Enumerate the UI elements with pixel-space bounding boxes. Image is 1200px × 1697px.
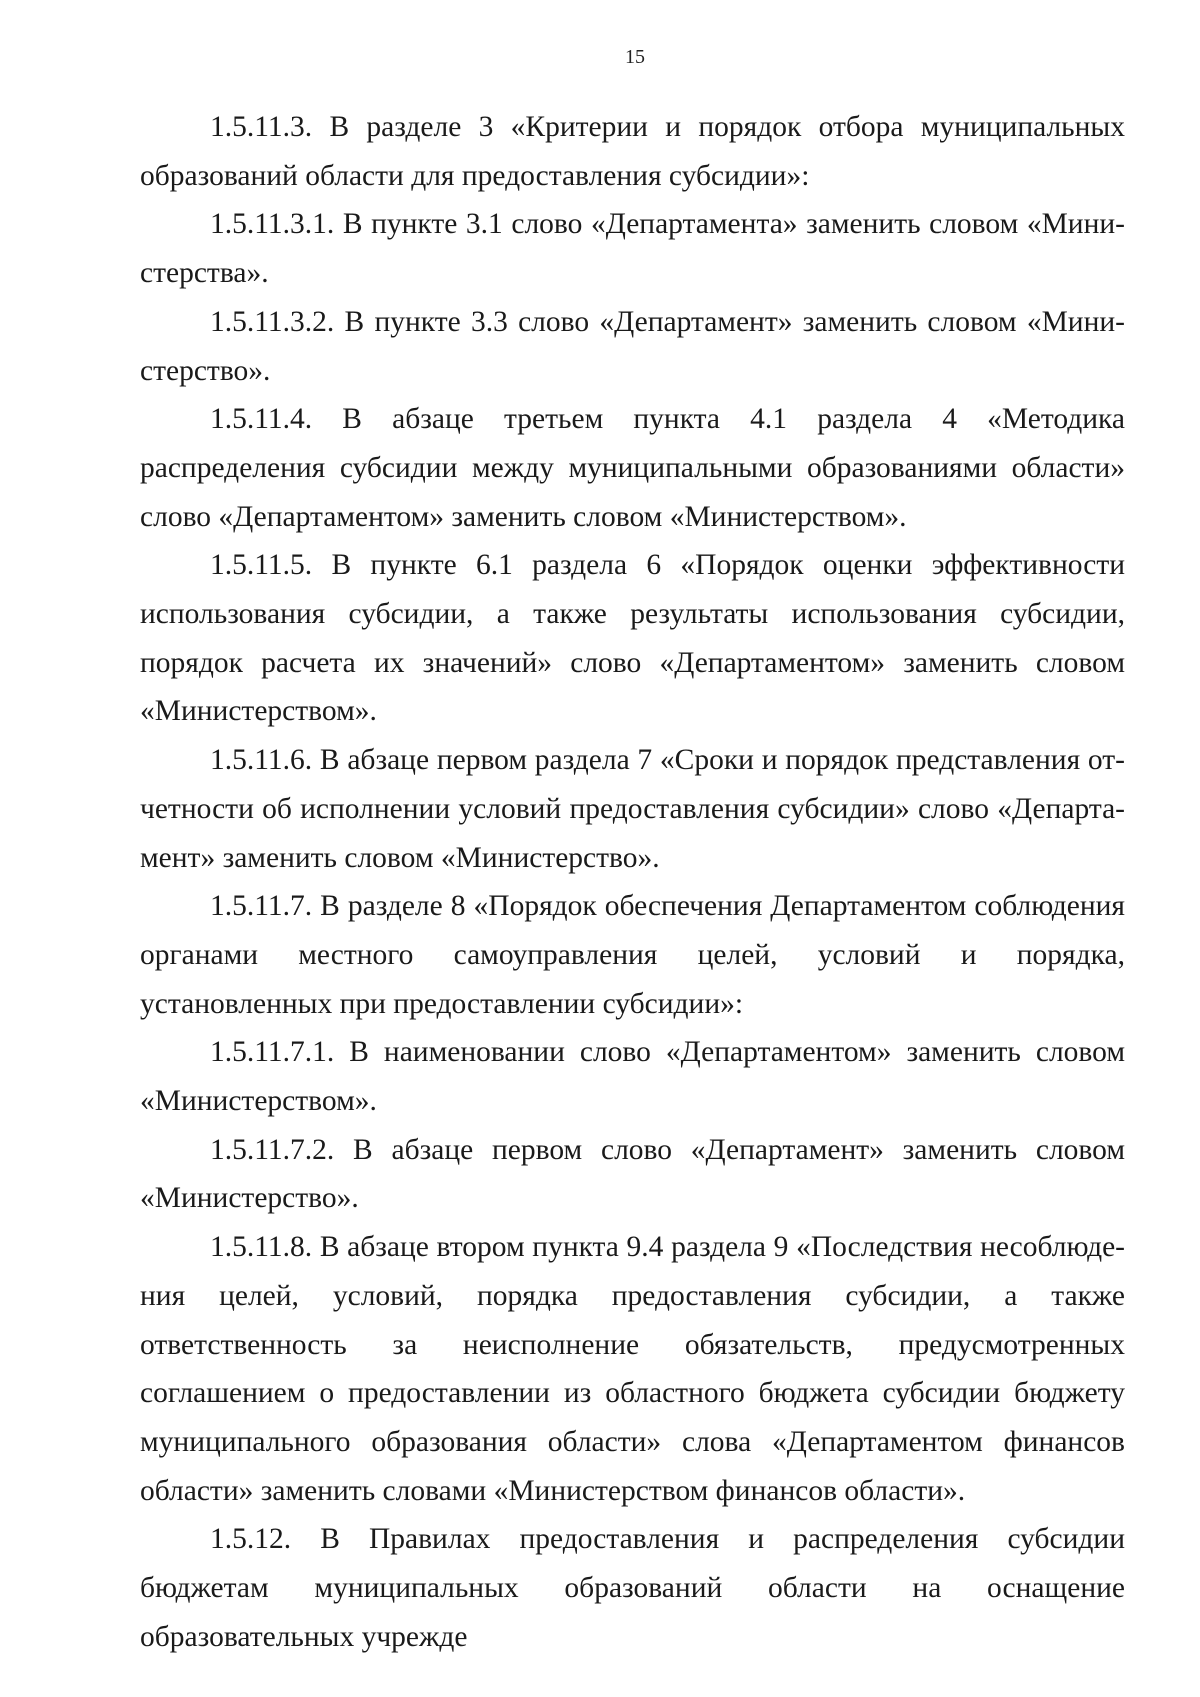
paragraph-1-5-11-3-2: 1.5.11.3.2. В пункте 3.3 слово «Департамент» заменить словом «Министерство». xyxy=(140,305,1125,387)
paragraph-1-5-11-8: 1.5.11.8. В абзаце втором пункта 9.4 раздела 9 «Последствия несоблюдения целей, условий, порядка предоставления субсидии, а также ответственность за неисполнение обязательств, предусмотренных соглашением о предоставлении из областного бюджета субсидии бюджету муниципального образования области» слова «Департаментом финансов области» заменить словами «Министерством финансов области». xyxy=(140,1231,1125,1507)
paragraph-1-5-11-4: 1.5.11.4. В абзаце третьем пункта 4.1 раздела 4 «Методика распределения субсидии между муниципальными образованиями области» слово «Департаментом» заменить словом «Министерством». xyxy=(140,403,1125,533)
paragraph-1-5-11-3: 1.5.11.3. В разделе 3 «Критерии и порядок отбора муниципальных образований области для предоставления субсидии»: xyxy=(140,111,1125,192)
paragraph-1-5-11-3-1: 1.5.11.3.1. В пункте 3.1 слово «Департамента» заменить словом «Министерства». xyxy=(140,208,1125,290)
paragraph-1-5-11-5: 1.5.11.5. В пункте 6.1 раздела 6 «Порядок оценки эффективности использования субсидии, а также результаты использования субсидии, порядок расчета их значений» слово «Департаментом» заменить словом «Министерством». xyxy=(140,549,1125,728)
document-body xyxy=(140,103,1125,1662)
paragraph-1-5-12: 1.5.12. В Правилах предоставления и распределения субсидии бюджетам муниципальных образований области на оснащение образовательных учрежде xyxy=(140,1523,1125,1653)
page-number: 15 xyxy=(625,46,645,68)
paragraph-1-5-11-7-2: 1.5.11.7.2. В абзаце первом слово «Департамент» заменить словом «Министерство». xyxy=(140,1133,1125,1215)
paragraph-1-5-11-7: 1.5.11.7. В разделе 8 «Порядок обеспечения Департаментом соблюдения органами местного самоуправления целей, условий и порядка, установленных при предоставлении субсидии»: xyxy=(140,890,1125,1020)
paragraph-1-5-11-7-1: 1.5.11.7.1. В наименовании слово «Департаментом» заменить словом «Министерством». xyxy=(140,1036,1125,1118)
paragraph-1-5-11-6: 1.5.11.6. В абзаце первом раздела 7 «Сроки и порядок представления отчетности об исполнении условий предоставления субсидии» слово «Департамент» заменить словом «Министерство». xyxy=(140,744,1125,874)
